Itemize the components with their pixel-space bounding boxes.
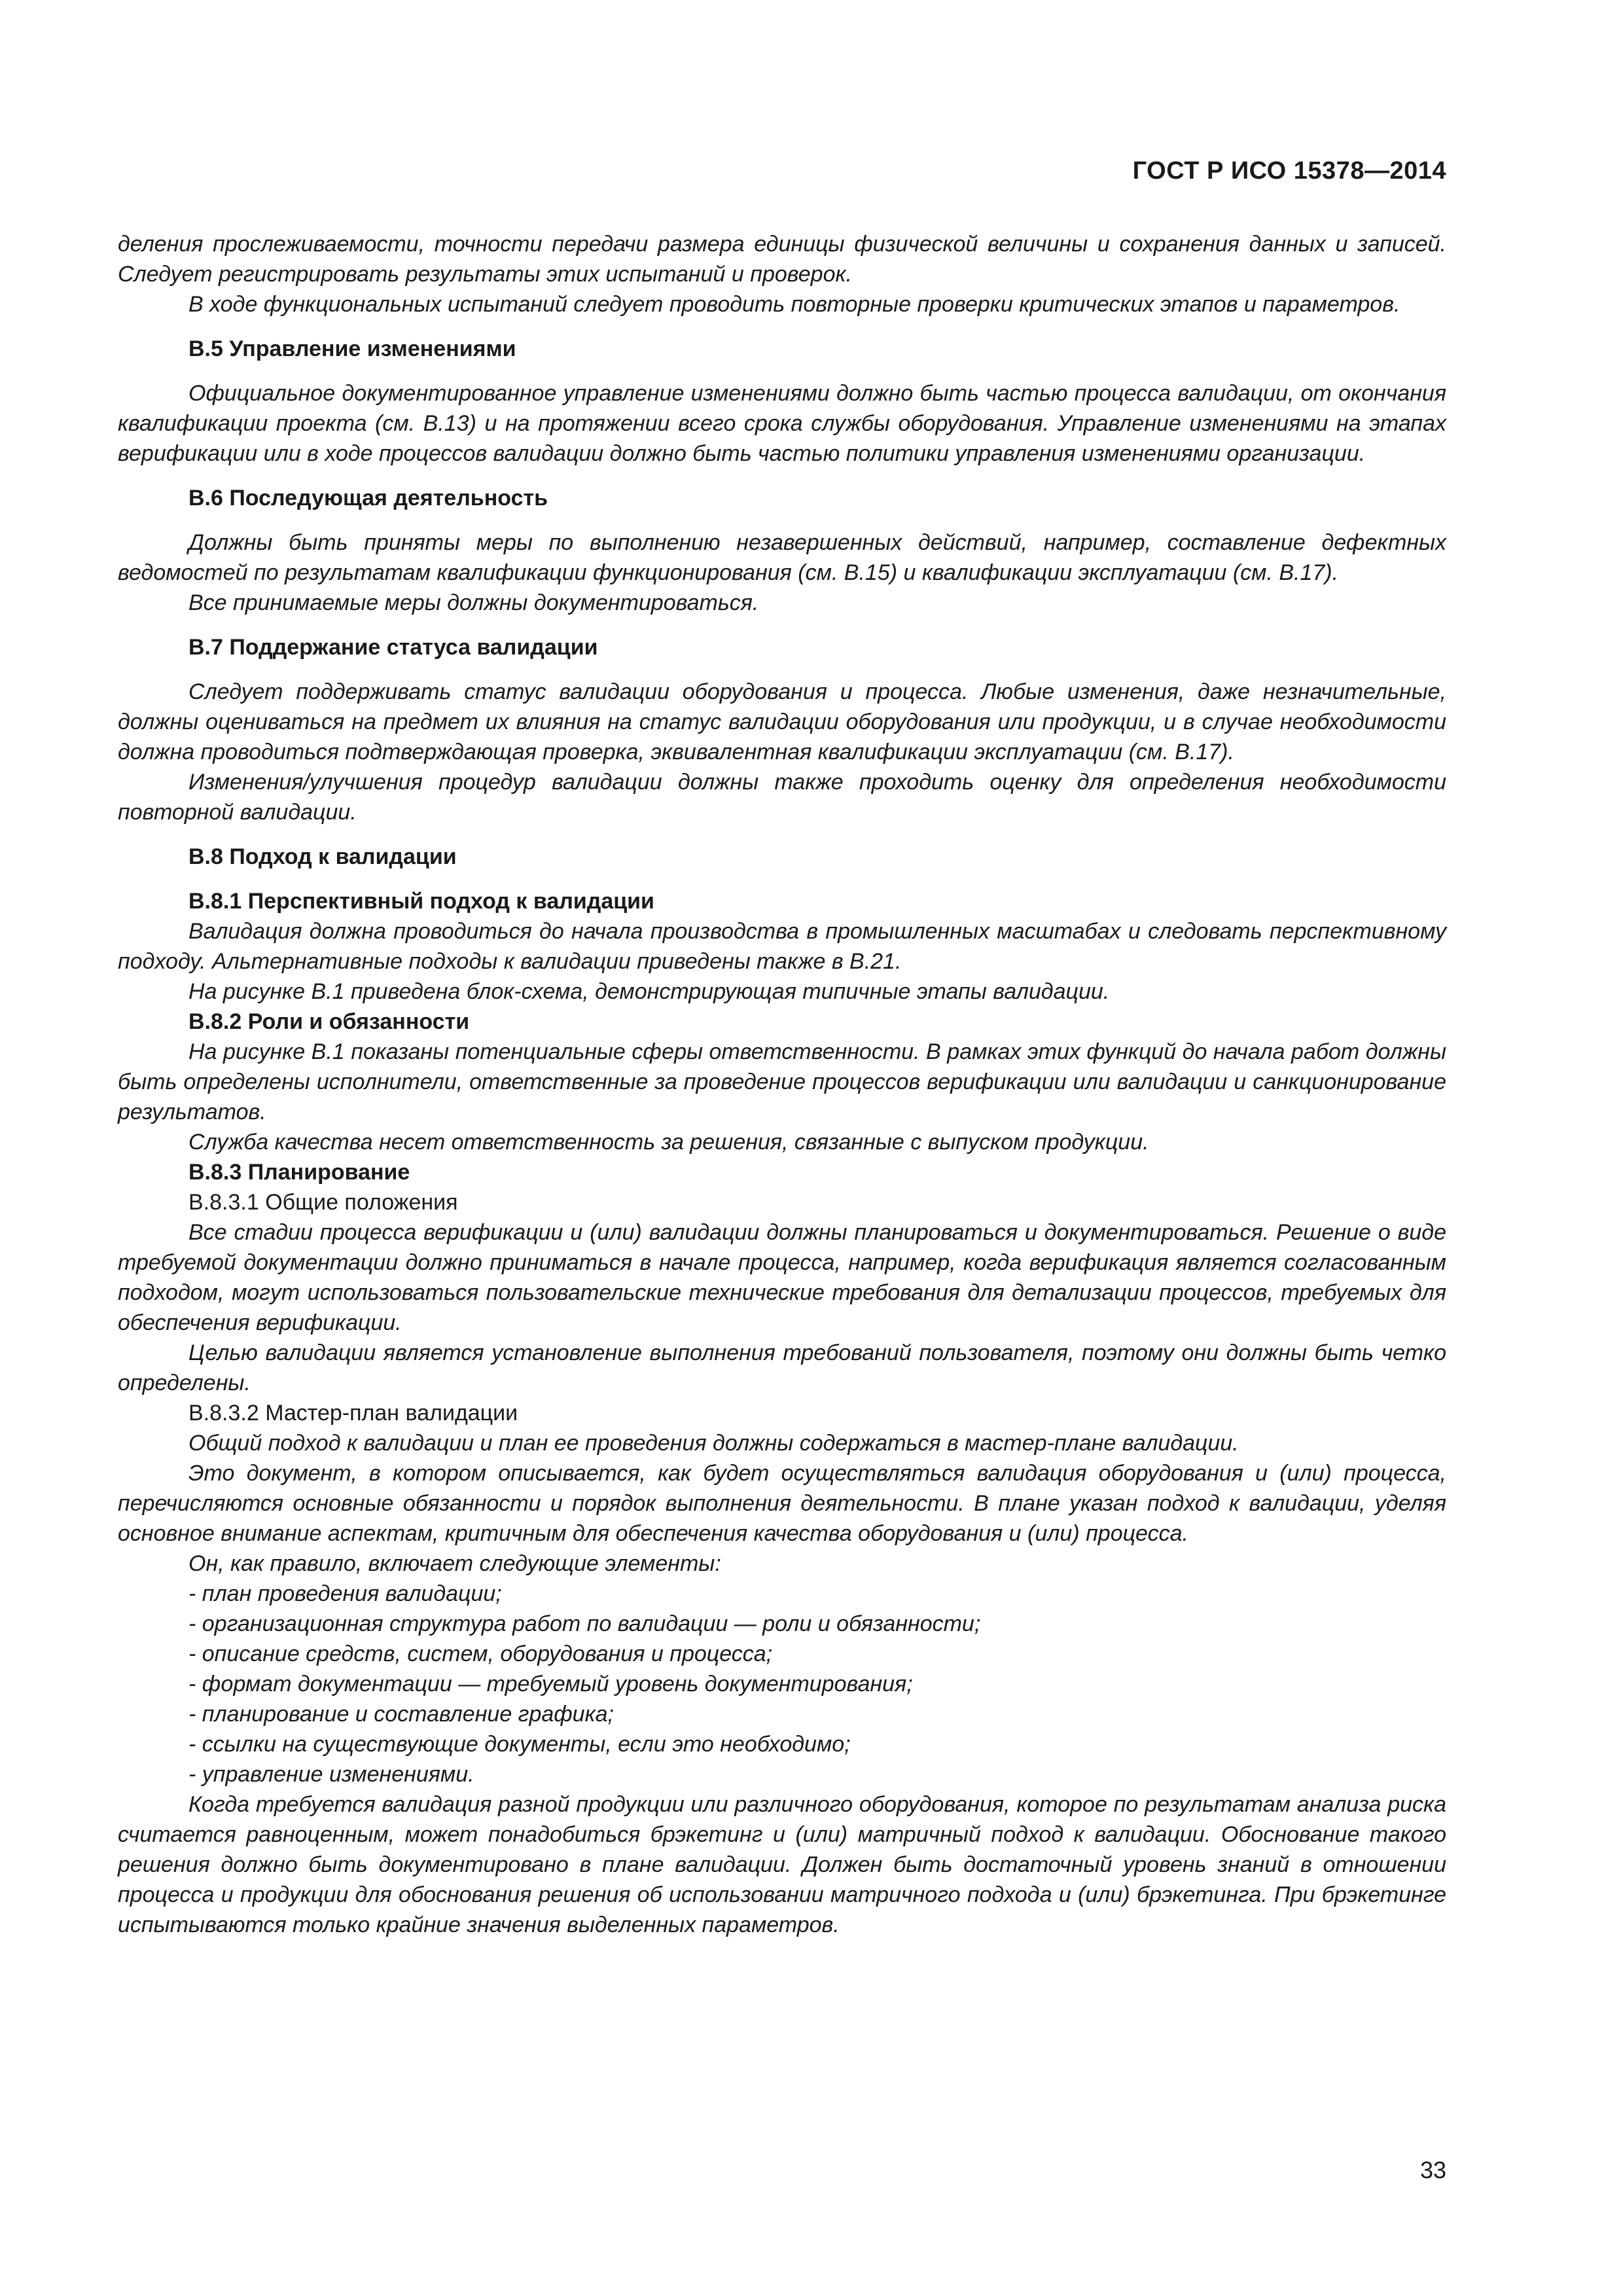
list-item: - описание средств, систем, оборудования и процесса; — [188, 1641, 773, 1666]
paragraph: На рисунке В.1 показаны потенциальные сферы ответственности. В рамках этих функций до начала работ должны быть определены исполнители, ответственные за проведение процессов верификации или валидации и санкционирование результатов. — [118, 1039, 1446, 1124]
list-item: - организационная структура работ по валидации — роли и обязанности; — [188, 1611, 981, 1636]
paragraph: Это документ, в котором описывается, как будет осуществляться валидация оборудования и (или) процесса, перечисляются основные обязанности и порядок выполнения деятельности. В плане указан подход к валидации, уделяя основное внимание аспектам, критичным для обеспечения качества оборудования и (или) процесса. — [118, 1461, 1446, 1546]
paragraph: Служба качества несет ответственность за решения, связанные с выпуском продукции. — [188, 1130, 1149, 1155]
list-item: - формат документации — требуемый уровень документирования; — [188, 1672, 913, 1696]
page-number: 33 — [1419, 2157, 1446, 2183]
paragraph: Все стадии процесса верификации и (или) валидации должны планироваться и документироваться. Решение о виде требуемой документации должно приниматься в начале процесса, например, когда верификация является согласованным подходом, могут использоваться пользовательские технические требования для детализации процессов, требуемых для обеспечения верификации. — [118, 1220, 1446, 1335]
paragraph: деления прослеживаемости, точности передачи размера единицы физической величины и сохранения данных и записей. Следует регистрировать результаты этих испытаний и проверок. — [118, 232, 1446, 287]
section-heading: В.8 Подход к валидации — [188, 844, 457, 869]
paragraph: На рисунке В.1 приведена блок-схема, демонстрирующая типичные этапы валидации. — [188, 979, 1110, 1004]
clause-heading: В.8.3.2 Мастер-план валидации — [188, 1401, 518, 1426]
list-item: - план проведения валидации; — [188, 1581, 502, 1606]
paragraph: Он, как правило, включает следующие элементы: — [188, 1551, 721, 1576]
document-body — [118, 229, 1446, 1940]
paragraph: Целью валидации является установление выполнения требований пользователя, поэтому они должны быть четко определены. — [118, 1340, 1446, 1395]
paragraph: Должны быть приняты меры по выполнению незавершенных действий, например, составление дефектных ведомостей по результатам квалификации функционирования (см. В.15) и квалификации эксплуатации (см. В.17). — [118, 530, 1446, 585]
section-heading: В.6 Последующая деятельность — [188, 486, 548, 511]
subsection-heading: В.8.2 Роли и обязанности — [188, 1009, 470, 1034]
paragraph: В ходе функциональных испытаний следует проводить повторные проверки критических этапов и параметров. — [188, 292, 1400, 317]
paragraph: Официальное документированное управление изменениями должно быть частью процесса валидации, от окончания квалификации проекта (см. В.13) и на протяжении всего срока службы оборудования. Управление изменениями на этапах верификации или в ходе процессов валидации должно быть частью политики управления изменениями организации. — [118, 381, 1446, 466]
subsection-heading: В.8.1 Перспективный подход к валидации — [188, 889, 654, 914]
subsection-heading: В.8.3 Планирование — [188, 1160, 410, 1185]
paragraph: Валидация должна проводиться до начала производства в промышленных масштабах и следовать перспективному подходу. Альтернативные подходы к валидации приведены также в В.21. — [118, 919, 1446, 974]
list-item: - планирование и составление графика; — [188, 1702, 614, 1727]
list-item: - ссылки на существующие документы, если это необходимо; — [188, 1732, 851, 1757]
section-heading: В.7 Поддержание статуса валидации — [188, 635, 598, 660]
clause-heading: В.8.3.1 Общие положения — [188, 1190, 458, 1215]
paragraph: Все принимаемые меры должны документироваться. — [188, 590, 759, 615]
paragraph: Общий подход к валидации и план ее проведения должны содержаться в мастер-плане валидации. — [188, 1431, 1239, 1456]
document-header: ГОСТ Р ИСО 15378—2014 — [1132, 157, 1446, 185]
paragraph: Изменения/улучшения процедур валидации должны также проходить оценку для определения необходимости повторной валидации. — [118, 770, 1446, 825]
paragraph: Следует поддерживать статус валидации оборудования и процесса. Любые изменения, даже незначительные, должны оцениваться на предмет их влияния на статус валидации оборудования или продукции, и в случае необходимости должна проводиться подтверждающая проверка, эквивалентная квалификации эксплуатации (см. В.17). — [118, 679, 1446, 764]
paragraph: Когда требуется валидация разной продукции или различного оборудования, которое по результатам анализа риска считается равноценным, может понадобиться брэкетинг и (или) матричный подход к валидации. Обоснование такого решения должно быть документировано в плане валидации. Должен быть достаточный уровень знаний в отношении процесса и продукции для обоснования решения об использовании матричного подхода и (или) брэкетинга. При брэкетинге испытываются только крайние значения выделенных параметров. — [118, 1792, 1446, 1937]
list-item: - управление изменениями. — [188, 1762, 474, 1787]
section-heading: В.5 Управление изменениями — [188, 336, 516, 361]
